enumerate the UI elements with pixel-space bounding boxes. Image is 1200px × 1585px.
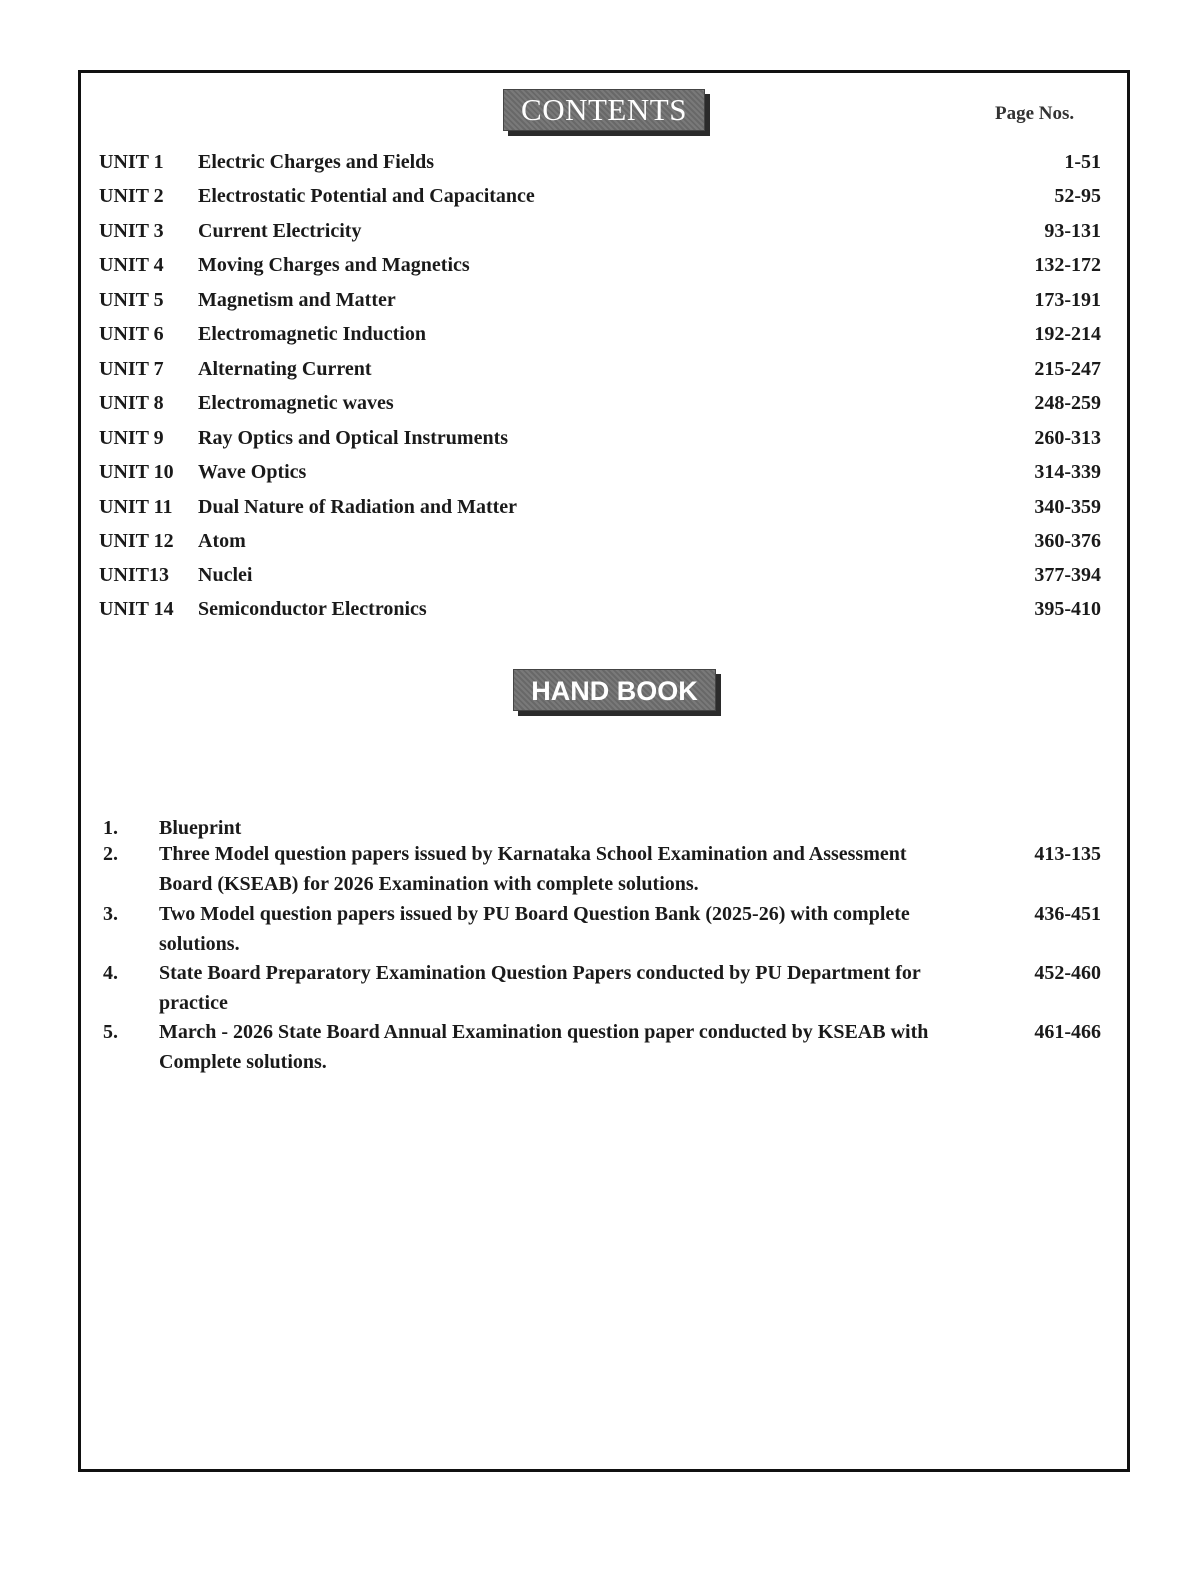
unit-title: Magnetism and Matter — [198, 289, 396, 311]
unit-label: UNIT 2 — [99, 185, 164, 207]
unit-pages: 260-313 — [1034, 427, 1101, 449]
unit-title: Moving Charges and Magnetics — [198, 254, 470, 276]
unit-label: UNIT 4 — [99, 254, 164, 276]
handbook-item — [103, 899, 1101, 959]
unit-row — [99, 594, 1101, 624]
handbook-item-pages: 436-451 — [1034, 903, 1101, 925]
unit-pages: 52-95 — [1054, 185, 1101, 207]
unit-title: Wave Optics — [198, 461, 307, 483]
unit-label: UNIT 12 — [99, 530, 174, 552]
unit-title: Ray Optics and Optical Instruments — [198, 427, 509, 449]
unit-pages: 248-259 — [1034, 392, 1101, 414]
unit-row — [99, 285, 1101, 315]
unit-label: UNIT 3 — [99, 220, 164, 242]
unit-label: UNIT13 — [99, 564, 170, 586]
handbook-item-number: 2. — [103, 843, 118, 865]
unit-title: Current Electricity — [198, 220, 362, 242]
unit-pages: 1-51 — [1064, 151, 1101, 173]
handbook-item-text: State Board Preparatory Examination Question Papers conducted by PU Department for practice — [159, 962, 921, 1014]
handbook-item-text: Three Model question papers issued by Karnataka School Examination and Assessment Board (KSEAB) for 2026 Examination with complete solutions. — [159, 843, 907, 895]
page-nos-header: Page Nos. — [995, 103, 1075, 124]
handbook-item-number: 5. — [103, 1021, 118, 1043]
unit-pages: 377-394 — [1034, 564, 1101, 586]
unit-label: UNIT 5 — [99, 289, 164, 311]
handbook-item — [103, 839, 1101, 899]
unit-label: UNIT 11 — [99, 496, 173, 518]
unit-pages: 340-359 — [1034, 496, 1101, 518]
unit-label: UNIT 8 — [99, 392, 164, 414]
unit-label: UNIT 1 — [99, 151, 164, 173]
unit-row — [99, 319, 1101, 349]
unit-title: Electromagnetic Induction — [198, 323, 426, 345]
unit-title: Electrostatic Potential and Capacitance — [198, 185, 535, 207]
handbook-item-text: Two Model question papers issued by PU Board Question Bank (2025-26) with complete solutions. — [159, 903, 910, 955]
unit-row — [99, 492, 1101, 522]
unit-row — [99, 147, 1101, 177]
unit-pages: 314-339 — [1034, 461, 1101, 483]
contents-heading: CONTENTS — [503, 89, 705, 131]
unit-row — [99, 560, 1101, 590]
handbook-item-number: 1. — [103, 817, 118, 839]
unit-row — [99, 388, 1101, 418]
unit-row — [99, 457, 1101, 487]
unit-pages: 192-214 — [1034, 323, 1101, 345]
unit-title: Electric Charges and Fields — [198, 151, 435, 173]
handbook-item-pages: 413-135 — [1034, 843, 1101, 865]
unit-label: UNIT 7 — [99, 358, 164, 380]
unit-title: Alternating Current — [198, 358, 372, 380]
unit-row — [99, 181, 1101, 211]
unit-pages: 132-172 — [1034, 254, 1101, 276]
unit-label: UNIT 14 — [99, 598, 174, 620]
handbook-item — [103, 1017, 1101, 1077]
handbook-item-pages: 461-466 — [1034, 1021, 1101, 1043]
contents-frame — [78, 70, 1130, 1472]
unit-title: Nuclei — [198, 564, 253, 586]
handbook-item-pages: 452-460 — [1034, 962, 1101, 984]
unit-title: Electromagnetic waves — [198, 392, 394, 414]
unit-row — [99, 216, 1101, 246]
handbook-item — [103, 958, 1101, 1018]
handbook-heading: HAND BOOK — [513, 669, 716, 711]
unit-row — [99, 526, 1101, 556]
unit-title: Atom — [198, 530, 246, 552]
unit-title: Semiconductor Electronics — [198, 598, 427, 620]
handbook-item-text: Blueprint — [159, 817, 242, 839]
handbook-item-text: March - 2026 State Board Annual Examination question paper conducted by KSEAB with Complete solutions. — [159, 1021, 929, 1073]
unit-label: UNIT 9 — [99, 427, 164, 449]
unit-pages: 360-376 — [1034, 530, 1101, 552]
unit-label: UNIT 10 — [99, 461, 174, 483]
unit-pages: 395-410 — [1034, 598, 1101, 620]
handbook-item-number: 3. — [103, 903, 118, 925]
unit-pages: 215-247 — [1034, 358, 1101, 380]
unit-title: Dual Nature of Radiation and Matter — [198, 496, 518, 518]
unit-row — [99, 423, 1101, 453]
unit-pages: 173-191 — [1034, 289, 1101, 311]
unit-row — [99, 354, 1101, 384]
handbook-item-number: 4. — [103, 962, 118, 984]
unit-label: UNIT 6 — [99, 323, 164, 345]
unit-pages: 93-131 — [1044, 220, 1101, 242]
unit-row — [99, 250, 1101, 280]
